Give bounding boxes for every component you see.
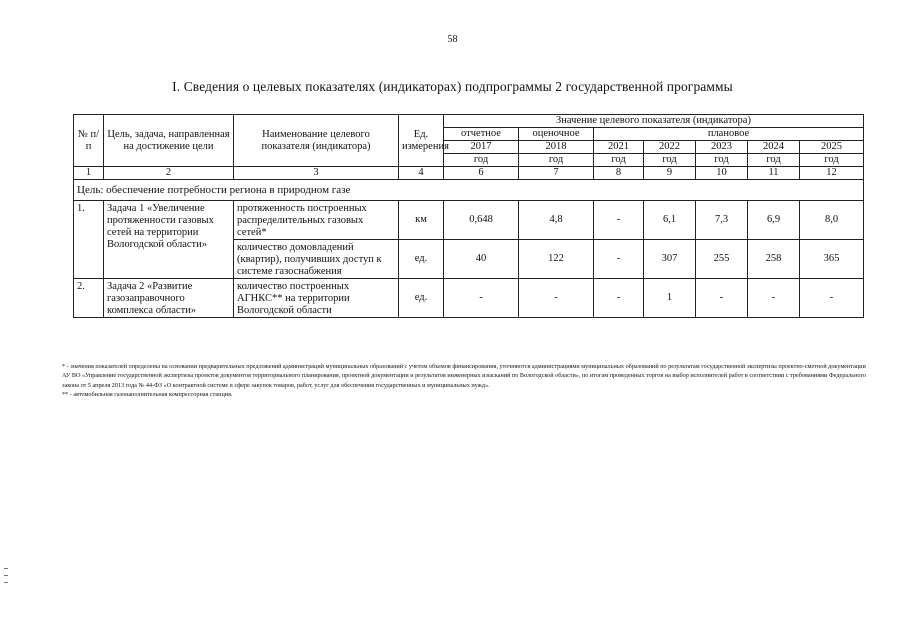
footnote-1: * - значения показателей определены на основании предварительных предложений администраций муниципальных образований с учетом объемов финансирования, уточняются администрациями муниципальных образований по результатам государственной экспертизы проектно-сметной документации АУ ВО «Управление государственной экспертизы проектов документов территориального планирования, проектной документации и результатов инженерных изысканий по Вологодской области», по итогам проведенных торгов на выбор исполнителей работ в соответствии с требованиями Федерального закона от 5 апреля 2013 года № 44-ФЗ «О контрактной системе в сфере закупок товаров, работ, услуг для обеспечения государственных и муниципальных нужд». (62, 363, 866, 389)
unit-cell: ед. (399, 279, 444, 318)
column-number: 12 (800, 167, 864, 180)
unit-cell: ед. (399, 240, 444, 279)
header-num: № п/п (74, 115, 104, 167)
value-cell: 1 (644, 279, 696, 318)
header-year: 2021 (594, 141, 644, 154)
task-cell: Задача 2 «Развитие газозаправочного комплекса области» (104, 279, 234, 318)
header-year: 2025 (800, 141, 864, 154)
header-year-suffix: год (519, 154, 594, 167)
goal-row: Цель: обеспечение потребности региона в природном газе (74, 180, 864, 201)
header-year-suffix: год (748, 154, 800, 167)
column-number: 11 (748, 167, 800, 180)
edge-mark (4, 582, 8, 583)
column-number: 7 (519, 167, 594, 180)
edge-mark (4, 568, 8, 569)
value-cell: - (594, 240, 644, 279)
value-cell: 6,1 (644, 201, 696, 240)
value-cell: 255 (696, 240, 748, 279)
header-year: 2023 (696, 141, 748, 154)
row-num: 1. (74, 201, 104, 279)
value-cell: - (594, 201, 644, 240)
header-year-suffix: год (800, 154, 864, 167)
header-goal-task: Цель, задача, направленная на достижение цели (104, 115, 234, 167)
value-cell: 258 (748, 240, 800, 279)
footnote-2: ** - автомобильная газонаполнительная компрессорная станция. (62, 390, 233, 398)
column-number: 6 (444, 167, 519, 180)
header-year: 2024 (748, 141, 800, 154)
footnotes (62, 362, 874, 399)
page-number: 58 (447, 34, 458, 45)
unit-cell: км (399, 201, 444, 240)
value-cell: 7,3 (696, 201, 748, 240)
column-number: 3 (234, 167, 399, 180)
value-cell: 4,8 (519, 201, 594, 240)
column-number: 1 (74, 167, 104, 180)
row-num: 2. (74, 279, 104, 318)
table-row (74, 201, 864, 240)
scan-edge-marks (4, 568, 8, 589)
column-number: 9 (644, 167, 696, 180)
value-cell: 122 (519, 240, 594, 279)
page-title: I. Сведения о целевых показателях (индикаторах) подпрограммы 2 государственной программы (172, 79, 733, 94)
header-year-suffix: год (594, 154, 644, 167)
header-indicator: Наименование целевого показателя (индикатора) (234, 115, 399, 167)
column-number: 4 (399, 167, 444, 180)
header-year-suffix: год (644, 154, 696, 167)
column-number: 10 (696, 167, 748, 180)
header-planned: плановое (594, 128, 864, 141)
header-year: 2022 (644, 141, 696, 154)
header-year-suffix: год (696, 154, 748, 167)
header-year-suffix: год (444, 154, 519, 167)
edge-mark (4, 575, 8, 576)
header-year: 2018 (519, 141, 594, 154)
value-cell: - (748, 279, 800, 318)
table-row (74, 279, 864, 318)
value-cell: 8,0 (800, 201, 864, 240)
column-numbers-row (74, 167, 864, 180)
value-cell: - (444, 279, 519, 318)
value-cell: 307 (644, 240, 696, 279)
header-estimated: оценочное (519, 128, 594, 141)
column-number: 8 (594, 167, 644, 180)
value-cell: - (594, 279, 644, 318)
indicators-table (73, 114, 864, 318)
header-value-group: Значение целевого показателя (индикатора) (444, 115, 864, 128)
indicator-name: протяженность построенных распределительных газовых сетей* (234, 201, 399, 240)
value-cell: - (696, 279, 748, 318)
indicator-name: количество построенных АГНКС** на территории Вологодской области (234, 279, 399, 318)
column-number: 2 (104, 167, 234, 180)
value-cell: 0,648 (444, 201, 519, 240)
value-cell: - (800, 279, 864, 318)
indicator-name: количество домовладений (квартир), получивших доступ к системе газоснабжения (234, 240, 399, 279)
value-cell: - (519, 279, 594, 318)
header-year: 2017 (444, 141, 519, 154)
value-cell: 6,9 (748, 201, 800, 240)
task-cell: Задача 1 «Увеличение протяженности газовых сетей на территории Вологодской области» (104, 201, 234, 279)
header-unit: Ед. измерения (399, 115, 444, 167)
value-cell: 365 (800, 240, 864, 279)
header-reported: отчетное (444, 128, 519, 141)
value-cell: 40 (444, 240, 519, 279)
